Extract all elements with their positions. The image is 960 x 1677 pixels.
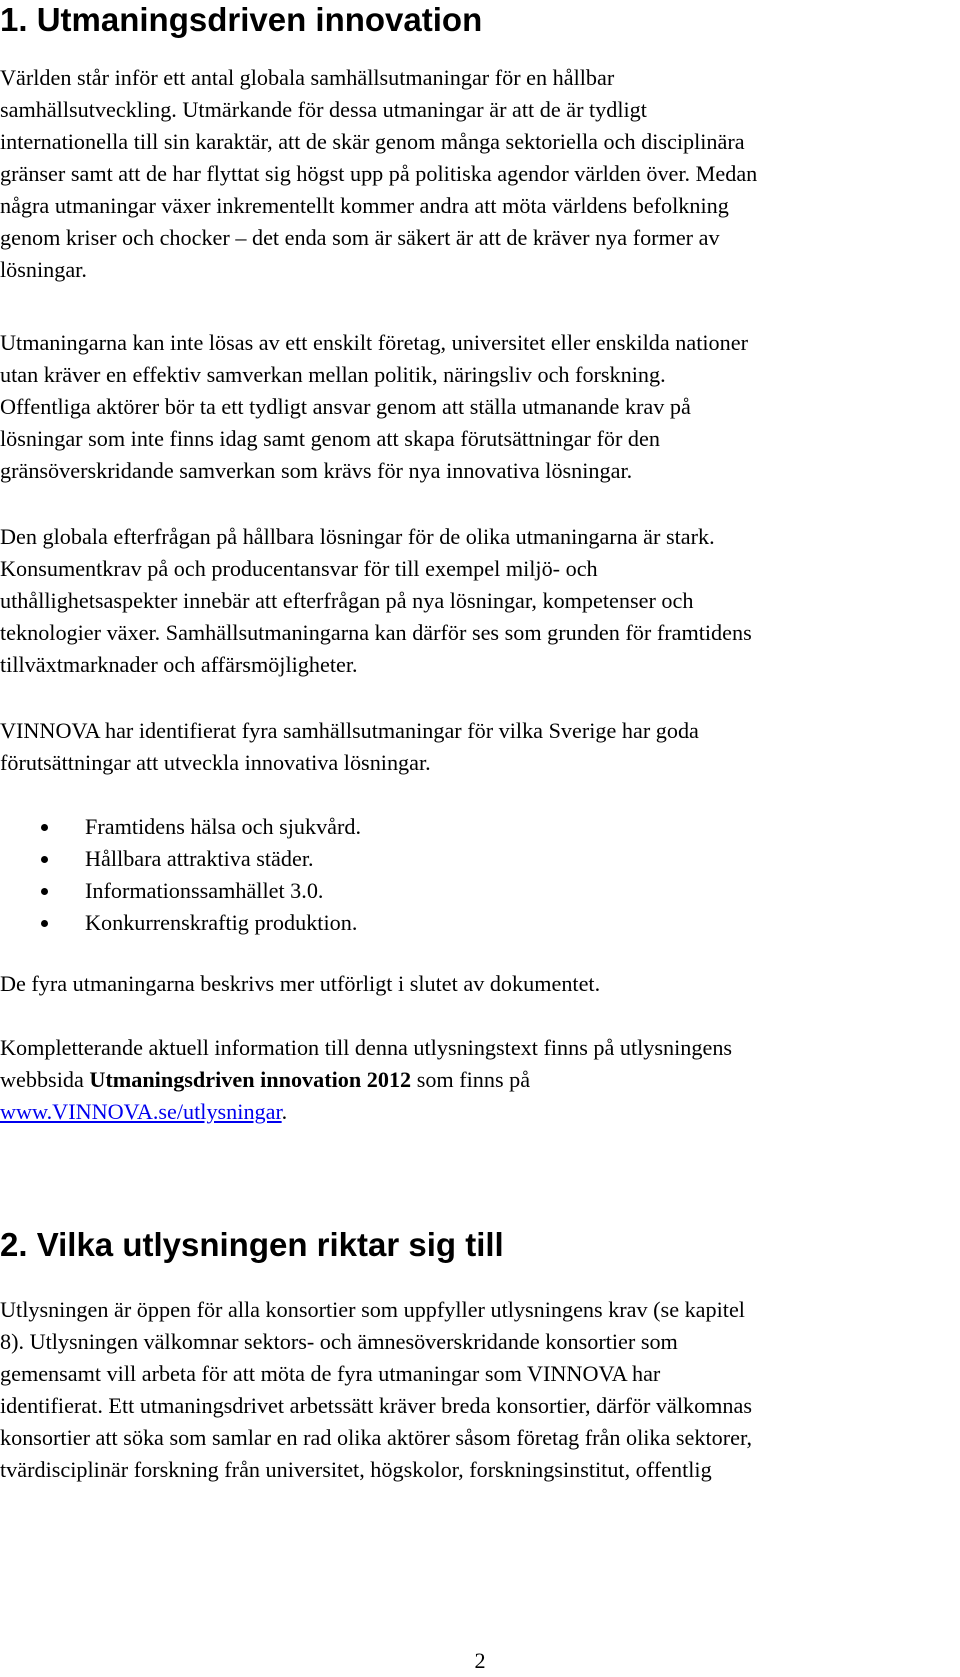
text-line: Konsumentkrav på och producentansvar för till exempel miljö- och — [0, 556, 598, 581]
text-line: några utmaningar växer inkrementellt kommer andra att möta världens befolkning — [0, 193, 729, 218]
section-1-paragraph-2 — [0, 327, 960, 487]
text-line: gränser samt att de har flyttat sig högst upp på politiska agendor världen över. Medan — [0, 161, 758, 186]
text-line: tillväxtmarknader och affärsmöjligheter. — [0, 652, 358, 677]
text-line: tvärdisciplinär forskning från universitet, högskolor, forskningsinstitut, offentlig — [0, 1457, 712, 1482]
section-1-paragraph-3 — [0, 521, 960, 681]
text-span: . — [281, 1099, 288, 1124]
text-line: identifierat. Ett utmaningsdrivet arbetssätt kräver breda konsortier, därför välkomnas — [0, 1393, 753, 1418]
text-line: De fyra utmaningarna beskrivs mer utförligt i slutet av dokumentet. — [0, 971, 601, 996]
text-line: internationella till sin karaktär, att de skär genom många sektoriella och disciplinära — [0, 129, 745, 154]
text-line: utan kräver en effektiv samverkan mellan politik, näringsliv och forskning. — [0, 362, 666, 387]
list-item-text: Hållbara attraktiva städer. — [85, 846, 314, 871]
list-item-text: Framtidens hälsa och sjukvård. — [85, 814, 362, 839]
bullet-icon — [41, 824, 48, 831]
section-2-paragraph-1 — [0, 1294, 960, 1486]
text-line: VINNOVA har identifierat fyra samhällsutmaningar för vilka Sverige har goda — [0, 718, 699, 743]
list-item — [0, 811, 361, 843]
text-line: gränsöverskridande samverkan som krävs för nya innovativa lösningar. — [0, 458, 633, 483]
vinnova-link[interactable]: www.VINNOVA.se/utlysningar — [0, 1099, 282, 1124]
section-1-paragraph-1 — [0, 62, 960, 286]
text-span: webbsida — [0, 1067, 90, 1092]
text-line — [0, 1096, 960, 1128]
text-line: teknologier växer. Samhällsutmaningarna kan därför ses som grunden för framtidens — [0, 620, 752, 645]
text-line: lösningar. — [0, 257, 87, 282]
list-item — [0, 907, 361, 939]
page-number: 2 — [474, 1648, 486, 1673]
list-item-text: Konkurrenskraftig produktion. — [85, 910, 358, 935]
text-line: förutsättningar att utveckla innovativa lösningar. — [0, 750, 431, 775]
list-item — [0, 843, 361, 875]
list-item-text: Informationssamhället 3.0. — [85, 878, 324, 903]
section-1-heading: 1. Utmaningsdriven innovation — [0, 1, 483, 38]
text-line: Den globala efterfrågan på hållbara lösningar för de olika utmaningarna är stark. — [0, 524, 715, 549]
challenges-list — [0, 811, 361, 939]
section-2-heading: 2. Vilka utlysningen riktar sig till — [0, 1226, 504, 1263]
bullet-icon — [41, 888, 48, 895]
section-1-paragraph-5 — [0, 968, 960, 1000]
text-line: genom kriser och chocker – det enda som är säkert är att de kräver nya former av — [0, 225, 720, 250]
section-1-paragraph-4 — [0, 715, 960, 779]
text-line: Kompletterande aktuell information till denna utlysningstext finns på utlysningens — [0, 1035, 733, 1060]
text-line: samhällsutveckling. Utmärkande för dessa utmaningar är att de är tydligt — [0, 97, 647, 122]
text-line: uthållighetsaspekter innebär att efterfrågan på nya lösningar, kompetenser och — [0, 588, 694, 613]
call-title: Utmaningsdriven innovation 2012 — [89, 1067, 412, 1092]
text-line: Offentliga aktörer bör ta ett tydligt ansvar genom att ställa utmanande krav på — [0, 394, 691, 419]
section-1-paragraph-6 — [0, 1032, 960, 1128]
bullet-icon — [41, 920, 48, 927]
text-line — [0, 1064, 960, 1096]
text-line: konsortier att söka som samlar en rad olika aktörer såsom företag från olika sektorer, — [0, 1425, 753, 1450]
text-line: Utlysningen är öppen för alla konsortier som uppfyller utlysningens krav (se kapitel — [0, 1297, 745, 1322]
text-line: Världen står inför ett antal globala samhällsutmaningar för en hållbar — [0, 65, 615, 90]
text-line: 8). Utlysningen välkomnar sektors- och ämnesöverskridande konsortier som — [0, 1329, 678, 1354]
bullet-icon — [41, 856, 48, 863]
list-item — [0, 875, 361, 907]
text-line: lösningar som inte finns idag samt genom att skapa förutsättningar för den — [0, 426, 660, 451]
text-line: gemensamt vill arbeta för att möta de fyra utmaningar som VINNOVA har — [0, 1361, 661, 1386]
text-line: Utmaningarna kan inte lösas av ett enskilt företag, universitet eller enskilda nationer — [0, 330, 748, 355]
text-span: som finns på — [411, 1067, 531, 1092]
